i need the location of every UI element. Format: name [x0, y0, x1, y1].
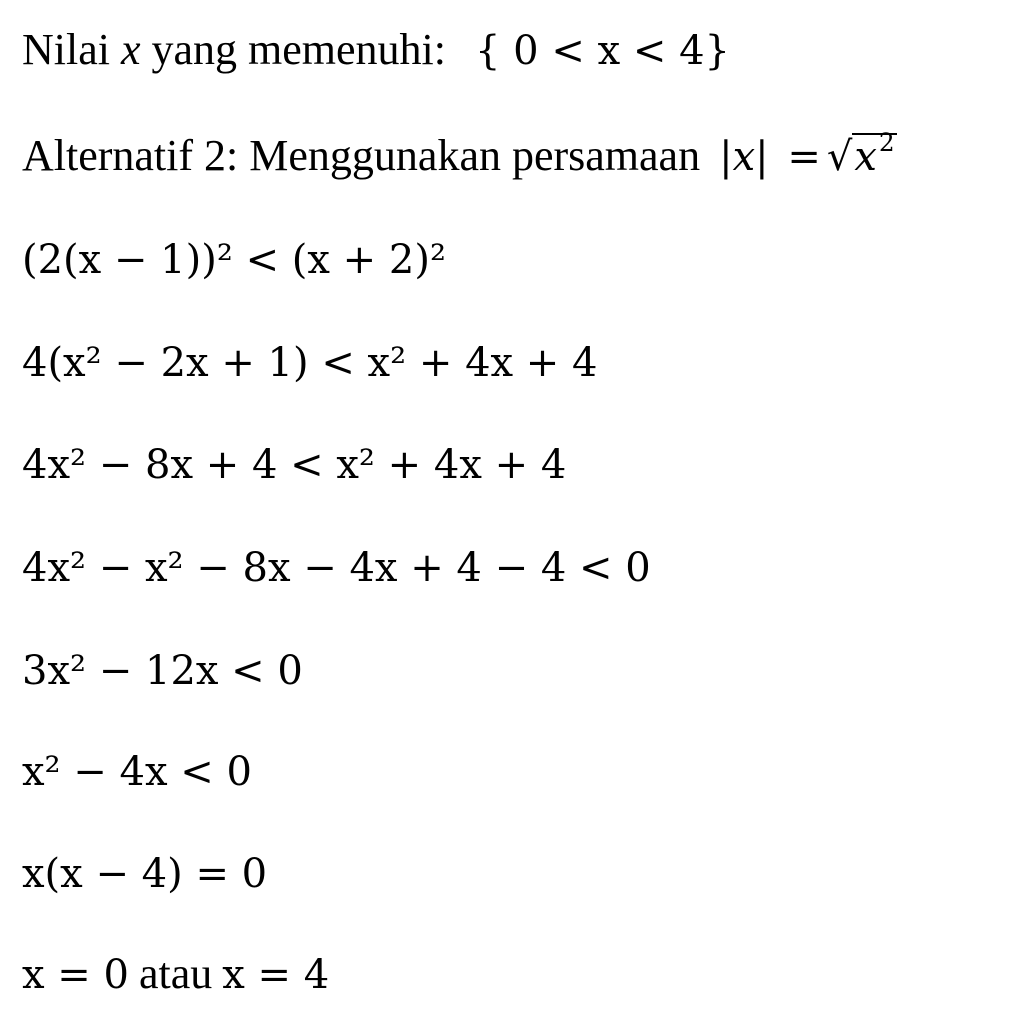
result-right: x = 4: [222, 952, 330, 998]
step-2: 4(x² − 2x + 1) < x² + 4x + 4: [22, 340, 598, 386]
alternative-label: Alternatif 2: Menggunakan persamaan: [22, 131, 701, 180]
alternative-heading: [22, 127, 897, 180]
solution-variable: x: [120, 25, 141, 74]
step-5: 3x² − 12x < 0: [22, 648, 303, 694]
solution-set-line: [22, 25, 730, 74]
abs-expression: |x|: [719, 134, 769, 180]
step-3: 4x² − 8x + 4 < x² + 4x + 4: [22, 442, 567, 488]
step-4: 4x² − x² − 8x − 4x + 4 − 4 < 0: [22, 545, 651, 591]
step-6: x² − 4x < 0: [22, 749, 252, 795]
solution-set: { 0 < x < 4}: [475, 28, 730, 74]
solution-label: Nilai: [22, 25, 110, 74]
sqrt-symbol: √: [826, 134, 853, 180]
solution-label-rest: yang memenuhi:: [151, 25, 447, 74]
document-page: [22, 0, 1012, 1015]
radicand-variable: x: [854, 134, 877, 180]
radicand-exponent: 2: [878, 127, 895, 157]
result-line: [22, 949, 330, 998]
result-left: x = 0: [22, 952, 129, 998]
equals-sign: =: [787, 134, 821, 180]
result-connector: atau: [138, 949, 213, 998]
step-7: x(x − 4) = 0: [22, 851, 268, 897]
step-1: (2(x − 1))² < (x + 2)²: [22, 237, 447, 283]
square-root: [826, 127, 897, 180]
